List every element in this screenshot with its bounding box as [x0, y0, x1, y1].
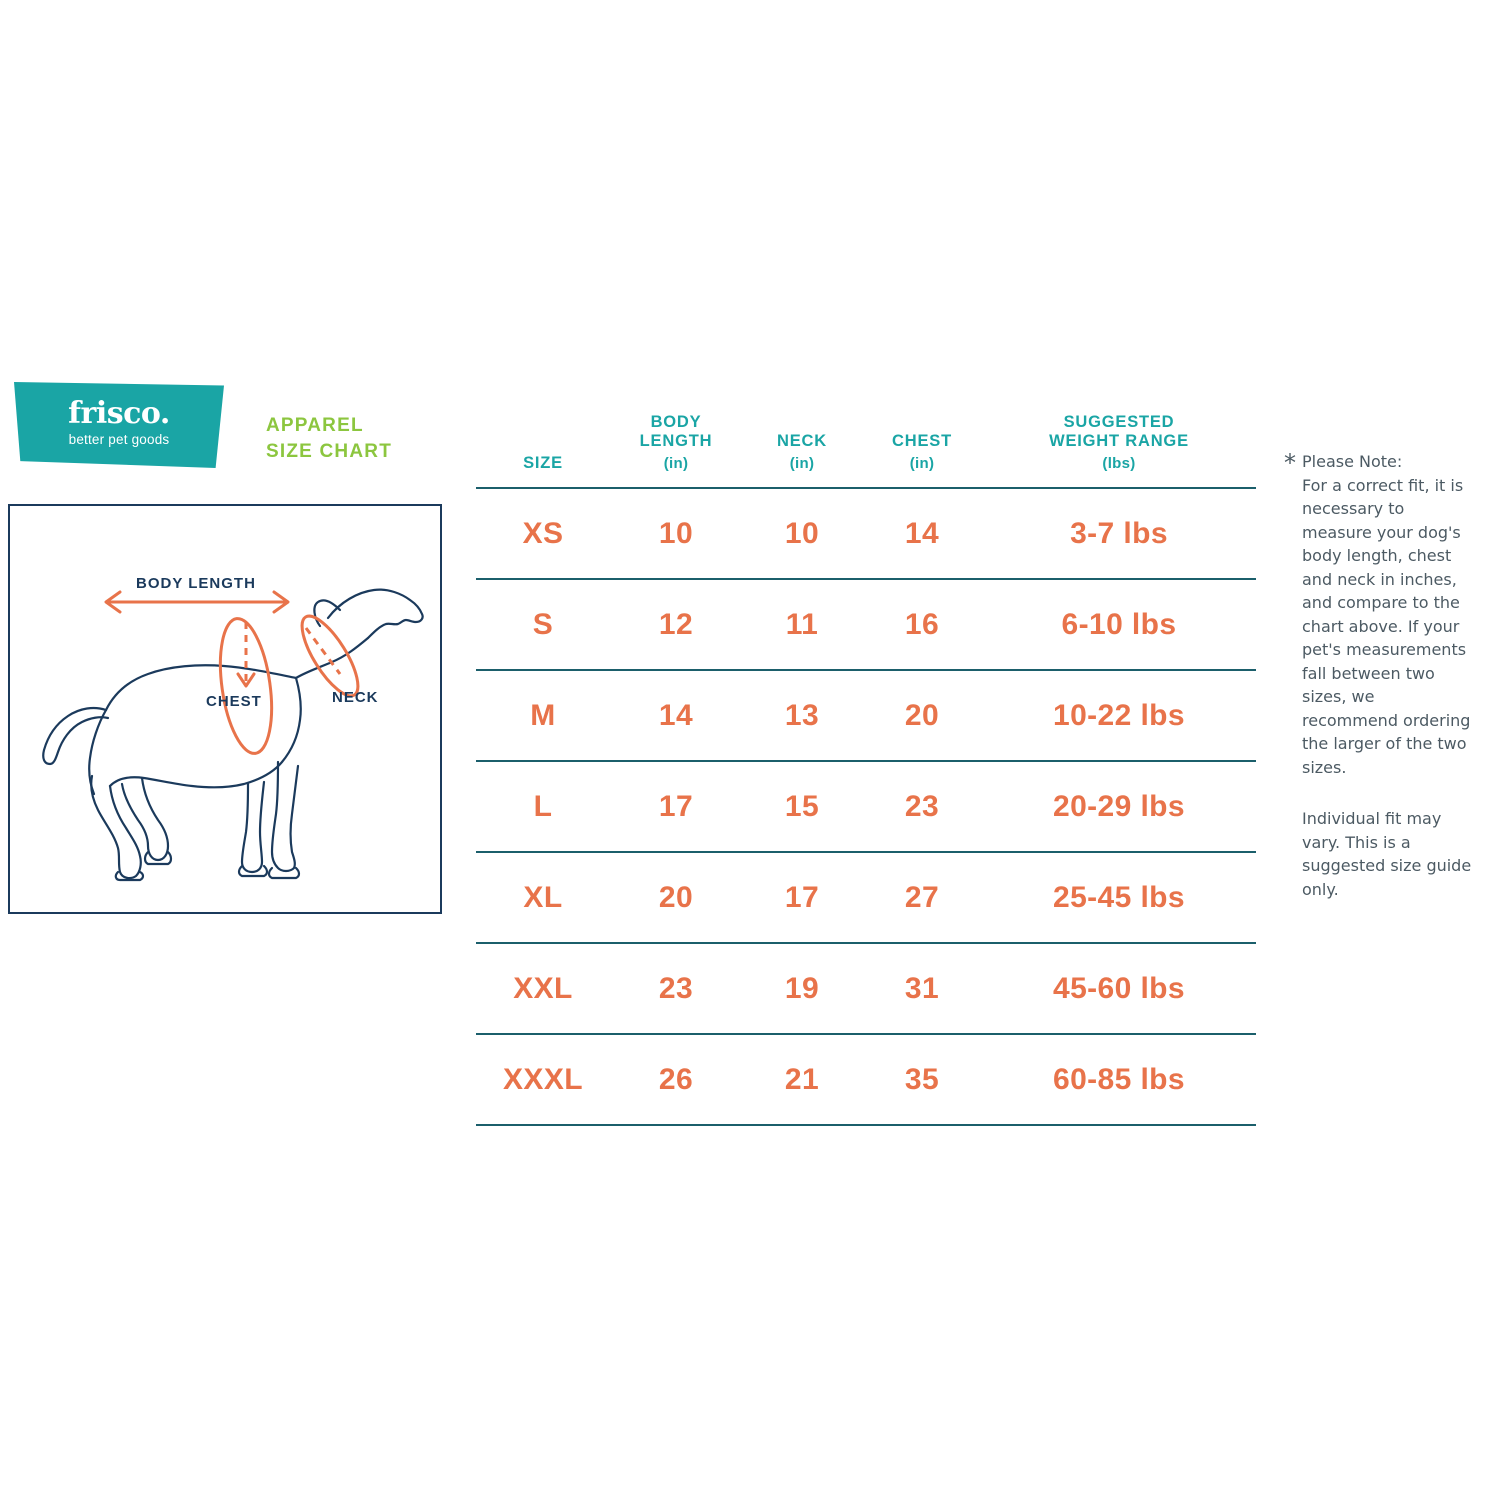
cell-weight: 60-85 lbs — [982, 1034, 1256, 1125]
brand-name: frisco. — [68, 396, 170, 431]
cell-size: XL — [476, 852, 610, 943]
column-header-chest-label: CHEST — [892, 432, 952, 450]
fit-note — [1284, 450, 1474, 901]
cell-size: XS — [476, 488, 610, 579]
column-header-chest-unit: (in) — [909, 455, 935, 472]
cell-size: L — [476, 761, 610, 852]
cell-weight: 10-22 lbs — [982, 670, 1256, 761]
cell-size: XXXL — [476, 1034, 610, 1125]
table-header-row — [476, 412, 1256, 488]
cell-body-length: 17 — [610, 761, 742, 852]
table-row — [476, 488, 1256, 579]
column-header-chest — [862, 412, 982, 488]
cell-neck: 21 — [742, 1034, 862, 1125]
cell-size: S — [476, 579, 610, 670]
table-row — [476, 943, 1256, 1034]
cell-weight: 20-29 lbs — [982, 761, 1256, 852]
table-row — [476, 761, 1256, 852]
cell-neck: 17 — [742, 852, 862, 943]
table-row — [476, 852, 1256, 943]
svg-text:BODY LENGTH: BODY LENGTH — [136, 575, 256, 592]
column-header-size — [476, 412, 610, 488]
cell-chest: 14 — [862, 488, 982, 579]
column-header-weight-label: SUGGESTED WEIGHT RANGE — [1049, 413, 1189, 450]
svg-text:CHEST: CHEST — [206, 693, 262, 710]
column-header-body-length — [610, 412, 742, 488]
svg-text:NECK: NECK — [332, 689, 379, 706]
note-asterisk: * — [1284, 449, 1296, 477]
table-row — [476, 670, 1256, 761]
measurement-diagram — [8, 504, 442, 914]
note-main-text: Please Note: For a correct fit, it is necessary to measure your dog's body length, chest and neck in inches, and compare to the chart above. If your pet's measurements fall between two sizes, we recommend ordering the larger of the two sizes. — [1302, 452, 1471, 777]
column-header-body-length-unit: (in) — [663, 455, 689, 472]
cell-chest: 16 — [862, 579, 982, 670]
cell-body-length: 14 — [610, 670, 742, 761]
cell-neck: 19 — [742, 943, 862, 1034]
cell-body-length: 26 — [610, 1034, 742, 1125]
column-header-neck — [742, 412, 862, 488]
column-header-weight-unit: (lbs) — [1102, 455, 1136, 472]
cell-chest: 23 — [862, 761, 982, 852]
dog-outline-icon — [10, 506, 436, 908]
column-header-neck-label: NECK — [777, 432, 827, 450]
cell-neck: 15 — [742, 761, 862, 852]
chest-ellipse — [213, 615, 279, 756]
cell-size: XXL — [476, 943, 610, 1034]
column-header-neck-unit: (in) — [789, 455, 815, 472]
cell-body-length: 12 — [610, 579, 742, 670]
cell-neck: 13 — [742, 670, 862, 761]
cell-weight: 6-10 lbs — [982, 579, 1256, 670]
cell-weight: 3-7 lbs — [982, 488, 1256, 579]
column-header-body-length-label: BODY LENGTH — [639, 413, 713, 450]
cell-chest: 27 — [862, 852, 982, 943]
table-row — [476, 579, 1256, 670]
table-body — [476, 488, 1256, 1125]
column-header-size-label: SIZE — [523, 454, 563, 472]
cell-chest: 20 — [862, 670, 982, 761]
cell-neck: 11 — [742, 579, 862, 670]
cell-size: M — [476, 670, 610, 761]
cell-chest: 31 — [862, 943, 982, 1034]
cell-body-length: 10 — [610, 488, 742, 579]
cell-neck: 10 — [742, 488, 862, 579]
cell-body-length: 20 — [610, 852, 742, 943]
brand-logo — [14, 382, 224, 468]
cell-weight: 25-45 lbs — [982, 852, 1256, 943]
size-chart-table — [476, 412, 1256, 1126]
cell-body-length: 23 — [610, 943, 742, 1034]
body-length-arrow — [106, 592, 288, 612]
page-title: APPAREL SIZE CHART — [266, 415, 392, 462]
table-row — [476, 1034, 1256, 1125]
column-header-weight — [982, 412, 1256, 488]
cell-chest: 35 — [862, 1034, 982, 1125]
cell-weight: 45-60 lbs — [982, 943, 1256, 1034]
brand-tagline: better pet goods — [68, 432, 170, 447]
note-secondary-text: Individual fit may vary. This is a suggested size guide only. — [1302, 809, 1472, 899]
